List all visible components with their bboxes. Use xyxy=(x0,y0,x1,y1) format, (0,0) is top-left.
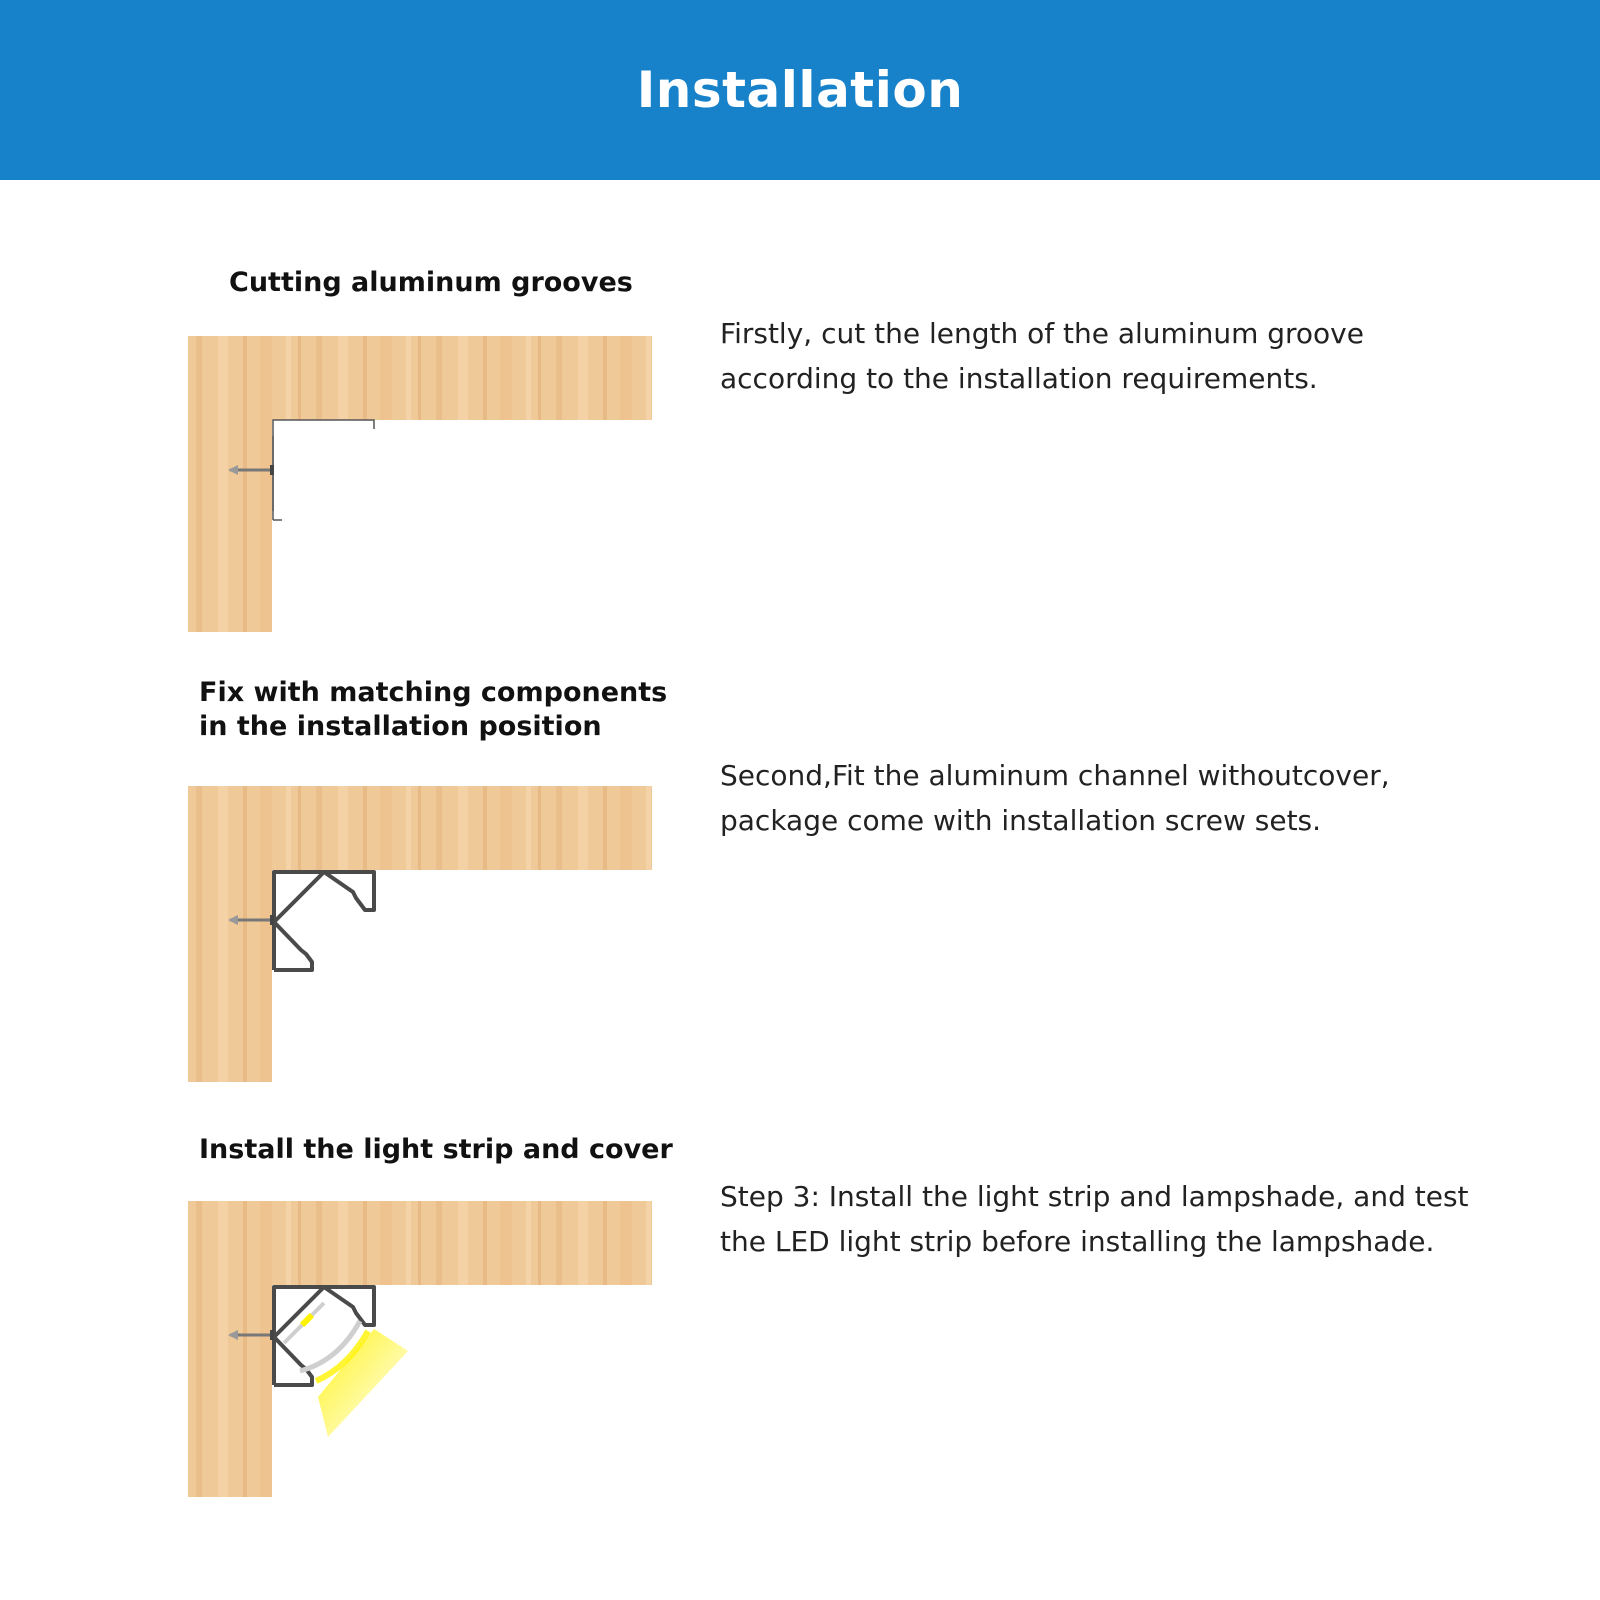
step-1-description xyxy=(720,311,1480,401)
header-banner xyxy=(0,0,1600,180)
led-strip-illustration-icon xyxy=(188,1201,652,1497)
step-3-illustration xyxy=(188,1201,652,1497)
step-2-illustration xyxy=(188,786,652,1082)
desc-line: Second,Fit the aluminum channel withoutcover, xyxy=(720,759,1390,792)
wood-corner-illustration-icon xyxy=(188,336,652,632)
desc-line: Firstly, cut the length of the aluminum groove xyxy=(720,317,1364,350)
step-1-illustration xyxy=(188,336,652,632)
desc-line: the LED light strip before installing the lampshade. xyxy=(720,1225,1435,1258)
step-3-description xyxy=(720,1174,1480,1264)
desc-line: according to the installation requirements. xyxy=(720,362,1318,395)
title-line: in the installation position xyxy=(199,711,602,742)
desc-line: Step 3: Install the light strip and lampshade, and test xyxy=(720,1180,1469,1213)
title-line: Fix with matching components xyxy=(199,677,668,708)
step-1-title: Cutting aluminum grooves xyxy=(229,267,633,298)
step-2-title xyxy=(199,676,667,744)
step-3-title: Install the light strip and cover xyxy=(199,1134,673,1165)
step-2-description xyxy=(720,753,1480,843)
aluminum-channel-illustration-icon xyxy=(188,786,652,1082)
page-title: Installation xyxy=(636,61,964,119)
desc-line: package come with installation screw sets. xyxy=(720,804,1322,837)
